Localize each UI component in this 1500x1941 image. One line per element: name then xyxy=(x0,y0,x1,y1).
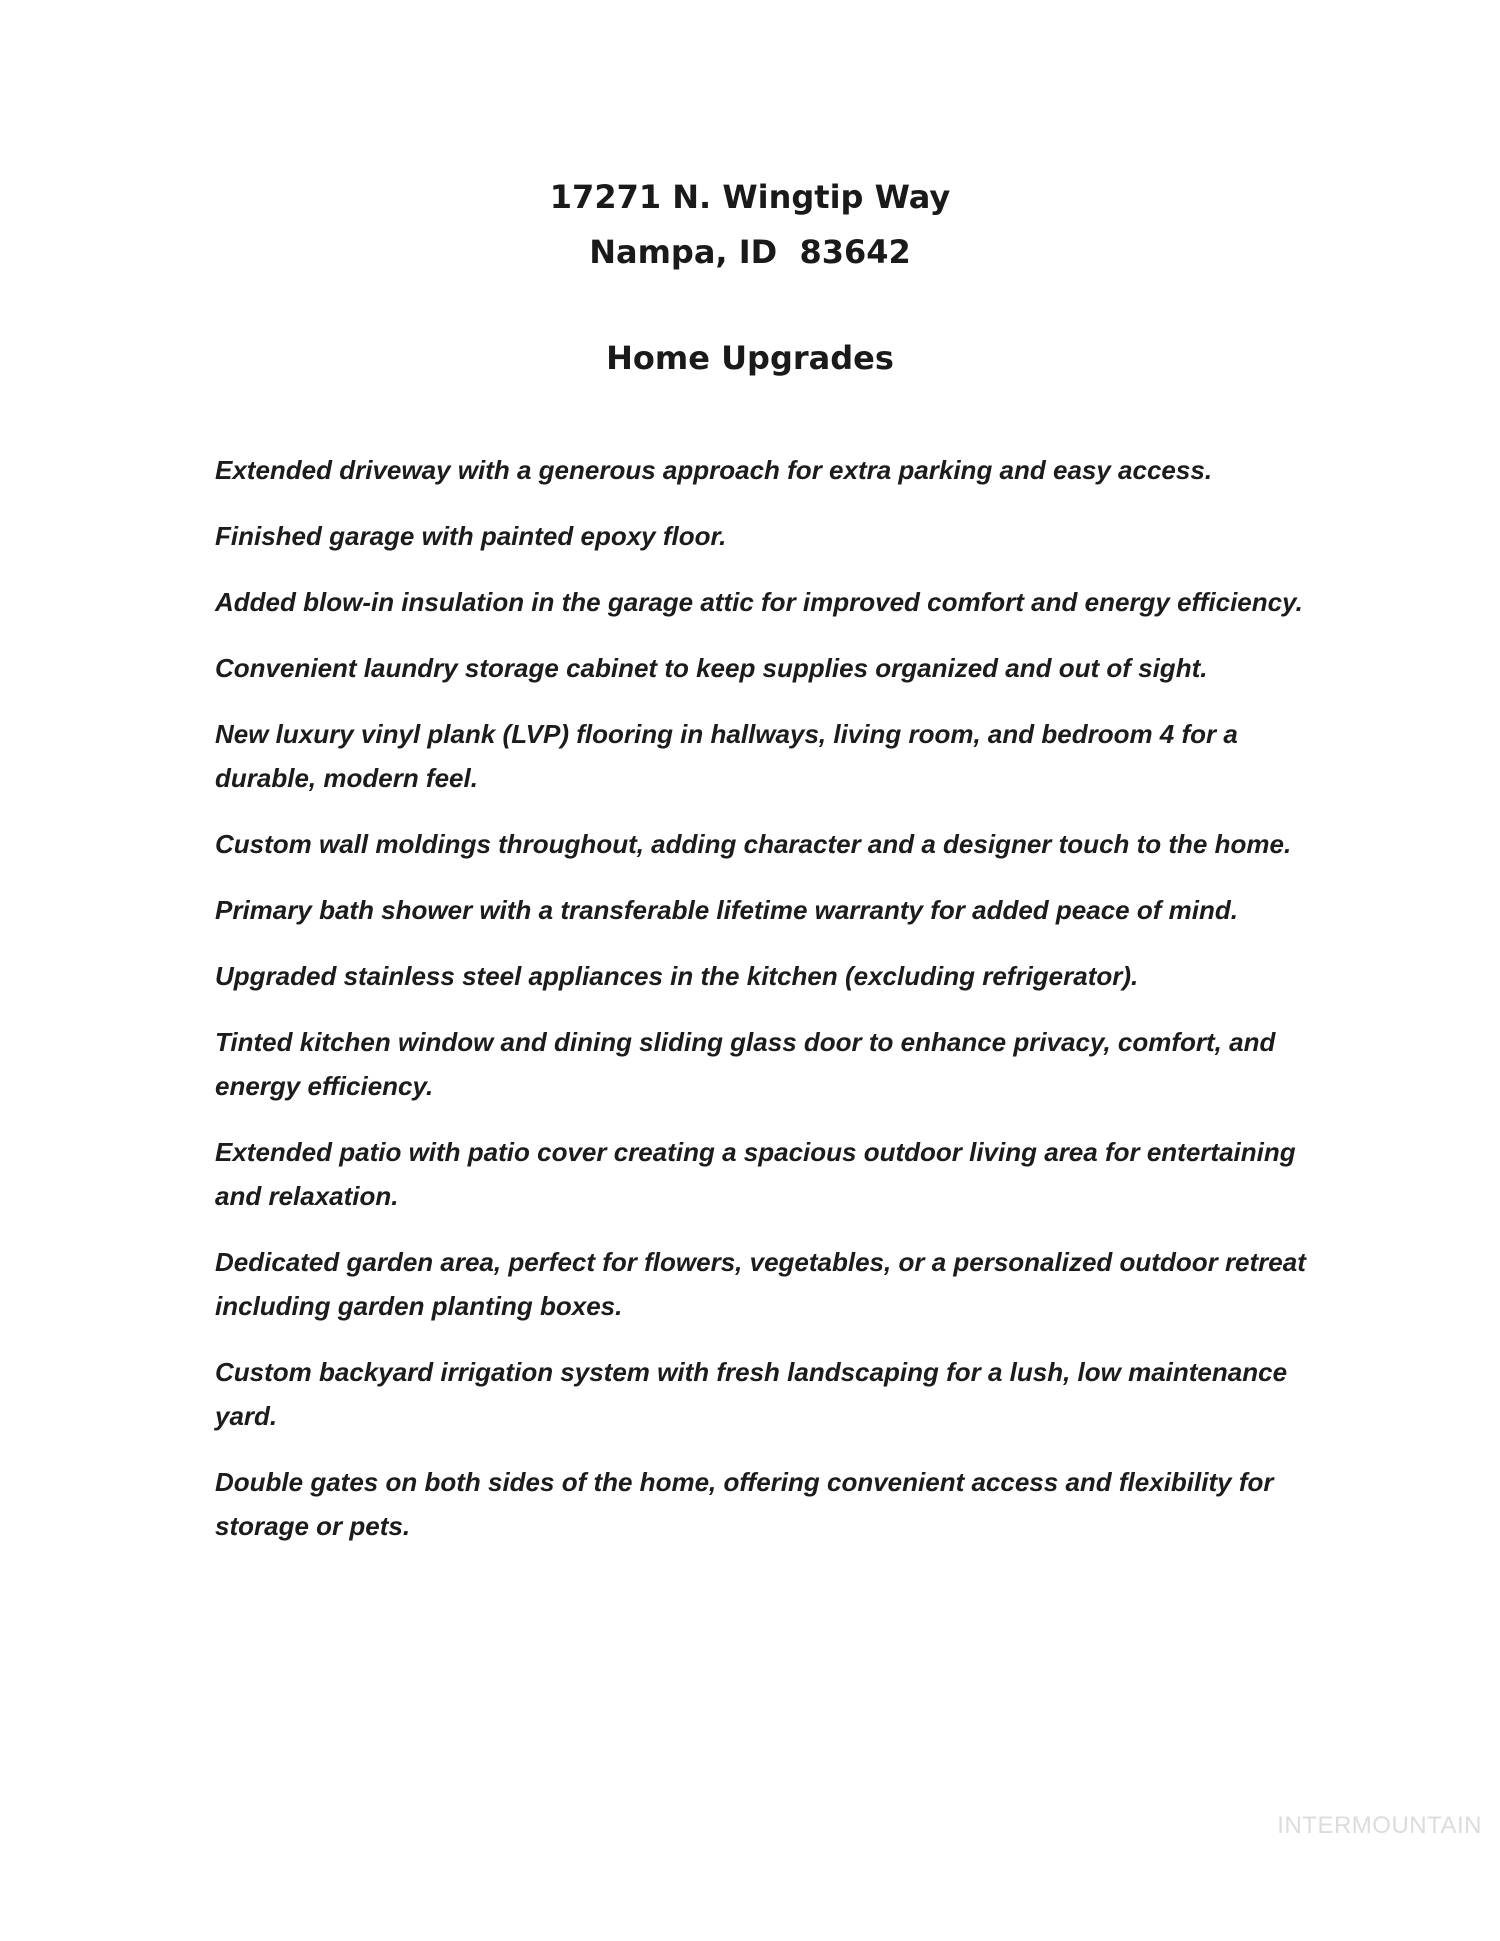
upgrade-item: Dedicated garden area, perfect for flowers, vegetables, or a personalized outdoor retreat including garden planting boxes. xyxy=(215,1247,1306,1321)
upgrade-item: Added blow-in insulation in the garage attic for improved comfort and energy efficiency. xyxy=(215,587,1303,617)
upgrade-item: Extended driveway with a generous approach for extra parking and easy access. xyxy=(215,455,1213,485)
address-city-state-zip: Nampa, ID 83642 xyxy=(589,233,911,271)
upgrade-item: New luxury vinyl plank (LVP) flooring in hallways, living room, and bedroom 4 for a durable, modern feel. xyxy=(215,719,1238,793)
upgrade-item: Custom backyard irrigation system with fresh landscaping for a lush, low maintenance yard. xyxy=(215,1357,1288,1431)
upgrade-item: Finished garage with painted epoxy floor. xyxy=(215,521,727,551)
upgrade-item: Custom wall moldings throughout, adding character and a designer touch to the home. xyxy=(215,829,1292,859)
upgrade-item: Upgraded stainless steel appliances in the kitchen (excluding refrigerator). xyxy=(215,961,1139,991)
upgrade-item: Double gates on both sides of the home, offering convenient access and flexibility for storage or pets. xyxy=(215,1467,1274,1541)
upgrade-item: Tinted kitchen window and dining sliding glass door to enhance privacy, comfort, and energy efficiency. xyxy=(215,1027,1276,1101)
address-street: 17271 N. Wingtip Way xyxy=(549,178,951,216)
upgrades-list xyxy=(215,448,1310,1570)
upgrade-item: Primary bath shower with a transferable lifetime warranty for added peace of mind. xyxy=(215,895,1238,925)
upgrade-item: Convenient laundry storage cabinet to keep supplies organized and out of sight. xyxy=(215,653,1208,683)
section-title: Home Upgrades xyxy=(606,339,894,377)
upgrade-item: Extended patio with patio cover creating a spacious outdoor living area for entertaining and relaxation. xyxy=(215,1137,1296,1211)
watermark: INTERMOUNTAIN xyxy=(1277,1812,1482,1839)
property-address xyxy=(0,170,1500,280)
